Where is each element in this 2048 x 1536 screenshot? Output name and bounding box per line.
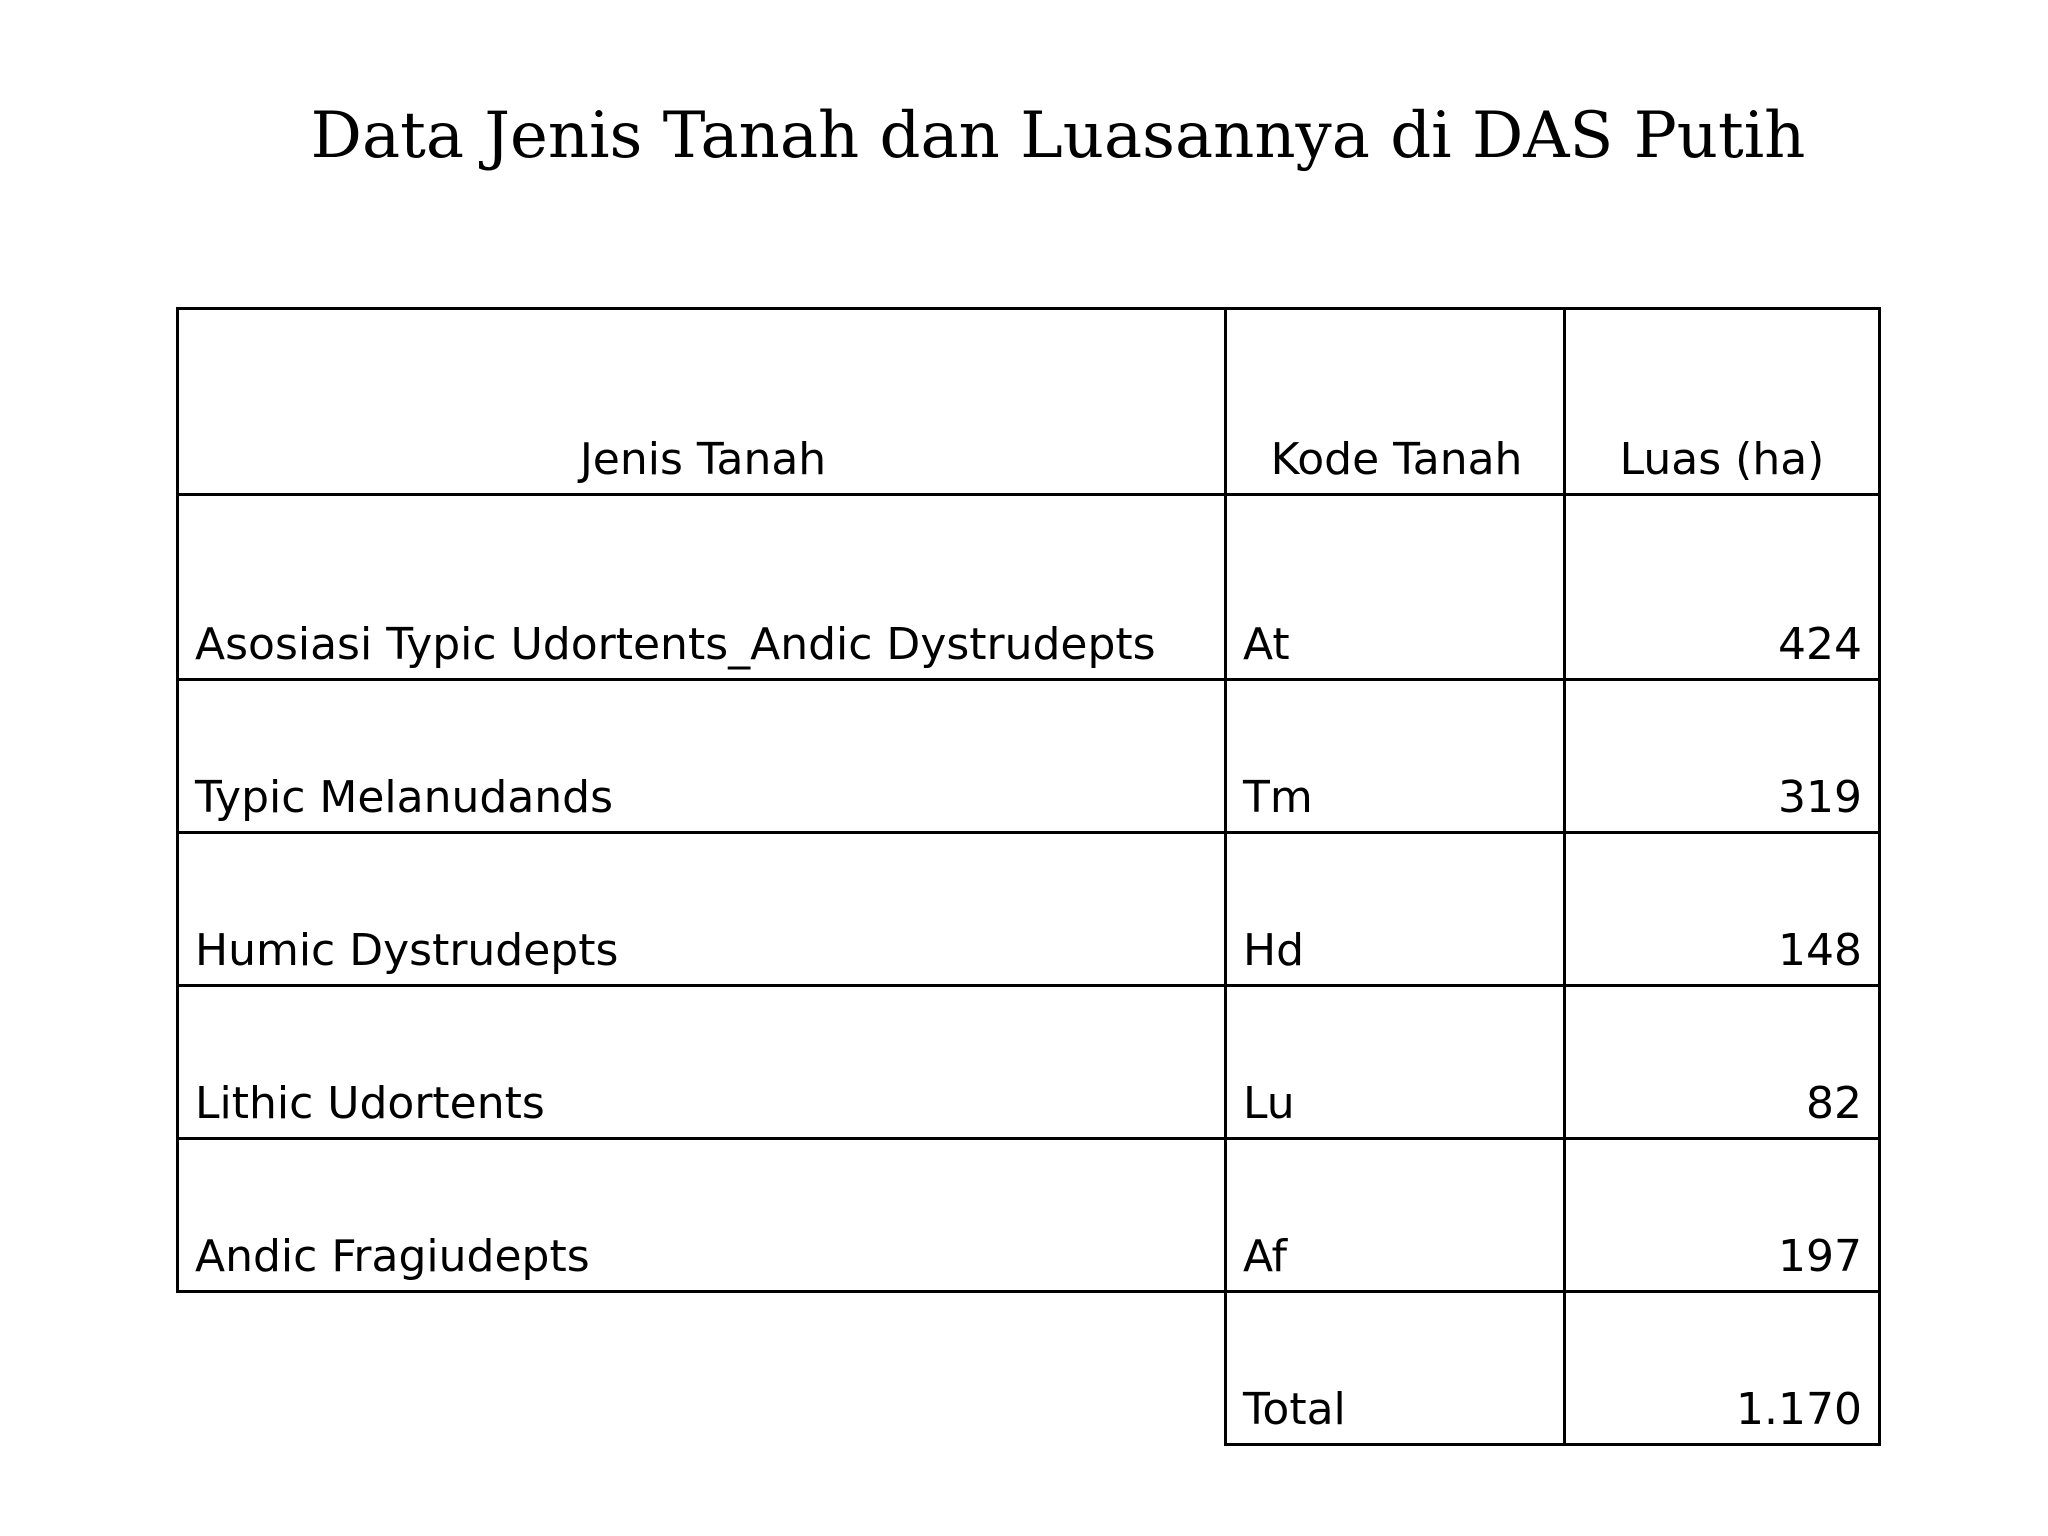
table-row-2-luas: 148 <box>1563 831 1881 987</box>
total-label: Total <box>1224 1290 1566 1446</box>
table-row-4-jenis: Andic Fragiudepts <box>176 1137 1227 1293</box>
table-row-2-jenis: Humic Dystrudepts <box>176 831 1227 987</box>
table-row-1-jenis: Typic Melanudands <box>176 678 1227 834</box>
table-row-2-kode: Hd <box>1224 831 1566 987</box>
table-row-3-jenis: Lithic Udortents <box>176 984 1227 1140</box>
table-row-1-kode: Tm <box>1224 678 1566 834</box>
total-value: 1.170 <box>1563 1290 1881 1446</box>
table-row-0-kode: At <box>1224 493 1566 681</box>
table-row-0-luas: 424 <box>1563 493 1881 681</box>
table-row-1-luas: 319 <box>1563 678 1881 834</box>
header-jenis-tanah: Jenis Tanah <box>176 307 1227 496</box>
header-kode-tanah: Kode Tanah <box>1224 307 1566 496</box>
table-row-0-jenis: Asosiasi Typic Udortents_Andic Dystrudepts <box>176 493 1227 681</box>
table-row-4-kode: Af <box>1224 1137 1566 1293</box>
table-row-3-kode: Lu <box>1224 984 1566 1140</box>
table-row-4-luas: 197 <box>1563 1137 1881 1293</box>
table-row-3-luas: 82 <box>1563 984 1881 1140</box>
page-title: Data Jenis Tanah dan Luasannya di DAS Putih <box>310 99 1806 173</box>
header-luas: Luas (ha) <box>1563 307 1881 496</box>
